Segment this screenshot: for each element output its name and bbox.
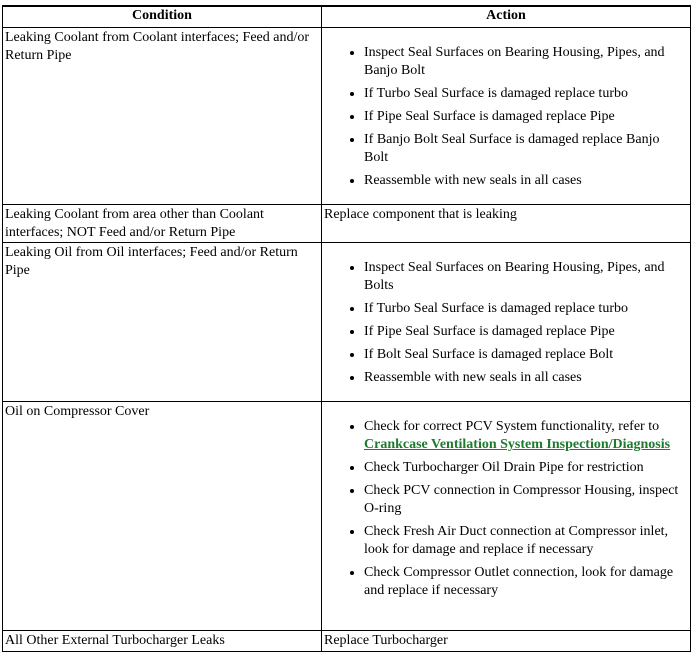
condition-cell: Oil on Compressor Cover — [3, 402, 322, 631]
condition-column-header: Condition — [3, 6, 322, 28]
table-row — [3, 205, 691, 243]
action-cell: Replace component that is leaking — [322, 205, 691, 243]
action-item: • If Banjo Bolt Seal Surface is damaged replace Banjo Bolt — [364, 130, 690, 167]
action-item: • Check Fresh Air Duct connection at Compressor inlet, look for damage and replace if necessary — [364, 522, 690, 559]
action-column-header: Action — [322, 6, 691, 28]
action-cell — [322, 402, 691, 631]
action-item: • Check PCV connection in Compressor Housing, inspect O-ring — [364, 481, 690, 518]
table-row — [3, 402, 691, 631]
action-item: • Reassemble with new seals in all cases — [364, 171, 690, 190]
action-list — [324, 417, 690, 600]
action-item: • Reassemble with new seals in all cases — [364, 368, 690, 387]
condition-cell: Leaking Coolant from area other than Coolant interfaces; NOT Feed and/or Return Pipe — [3, 205, 322, 243]
condition-cell: Leaking Coolant from Coolant interfaces; Feed and/or Return Pipe — [3, 28, 322, 205]
action-list — [324, 258, 690, 387]
condition-cell: Leaking Oil from Oil interfaces; Feed and/or Return Pipe — [3, 243, 322, 402]
table-row — [3, 28, 691, 205]
action-cell — [322, 243, 691, 402]
action-item: • Check Compressor Outlet connection, look for damage and replace if necessary — [364, 563, 690, 600]
action-item: • If Bolt Seal Surface is damaged replace Bolt — [364, 345, 690, 364]
action-item: • Inspect Seal Surfaces on Bearing Housing, Pipes, and Banjo Bolt — [364, 43, 690, 80]
crankcase-ventilation-link[interactable]: Crankcase Ventilation System Inspection/Diagnosis — [364, 437, 671, 452]
condition-cell: All Other External Turbocharger Leaks — [3, 631, 322, 652]
table-row — [3, 243, 691, 402]
diagnostic-table — [2, 5, 691, 652]
action-item: • Check Turbocharger Oil Drain Pipe for restriction — [364, 458, 690, 477]
action-item — [364, 417, 690, 454]
action-list — [324, 43, 690, 190]
action-item: • Inspect Seal Surfaces on Bearing Housing, Pipes, and Bolts — [364, 258, 690, 295]
action-cell: Replace Turbocharger — [322, 631, 691, 652]
table-row — [3, 631, 691, 652]
table-header-row — [3, 6, 691, 28]
action-item: • If Turbo Seal Surface is damaged replace turbo — [364, 299, 690, 318]
action-item: • If Pipe Seal Surface is damaged replace Pipe — [364, 322, 690, 341]
action-item: • If Pipe Seal Surface is damaged replace Pipe — [364, 107, 690, 126]
action-item: • If Turbo Seal Surface is damaged replace turbo — [364, 84, 690, 103]
action-item-text: Check for correct PCV System functionality, refer to — [364, 419, 660, 434]
action-cell — [322, 28, 691, 205]
